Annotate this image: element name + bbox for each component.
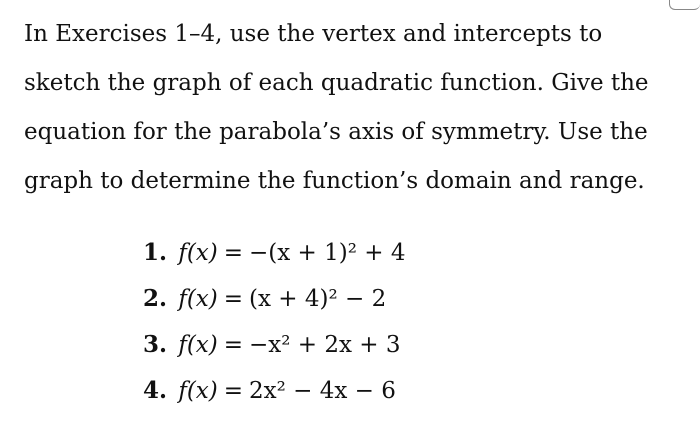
exercise-item	[143, 322, 563, 368]
function-rhs: (x + 4)² − 2	[249, 286, 387, 312]
exercise-item	[143, 230, 563, 276]
instructions-line: graph to determine the function’s domain and range.	[24, 168, 645, 194]
function-lhs: f(x)	[178, 286, 218, 312]
instructions-line: equation for the parabola’s axis of symmetry. Use the	[24, 119, 648, 145]
function-lhs: f(x)	[178, 240, 218, 266]
instructions-paragraph	[24, 10, 684, 206]
equals-sign: =	[223, 286, 244, 312]
function-rhs: −x² + 2x + 3	[249, 332, 401, 358]
exercise-number: 2.	[143, 285, 168, 312]
equals-sign: =	[223, 378, 244, 404]
exercise-list	[143, 230, 563, 414]
equals-sign: =	[223, 332, 244, 358]
exercise-item	[143, 368, 563, 414]
function-lhs: f(x)	[178, 332, 218, 358]
exercise-number: 4.	[143, 377, 168, 404]
equals-sign: =	[223, 240, 244, 266]
instructions-line: In Exercises 1–4, use the vertex and intercepts to	[24, 21, 603, 47]
exercise-item	[143, 276, 563, 322]
function-rhs: −(x + 1)² + 4	[249, 240, 406, 266]
function-rhs: 2x² − 4x − 6	[249, 378, 396, 404]
corner-frame-decoration	[669, 0, 700, 10]
exercise-number: 1.	[143, 239, 168, 266]
instructions-line: sketch the graph of each quadratic function. Give the	[24, 70, 649, 96]
function-lhs: f(x)	[178, 378, 218, 404]
exercise-number: 3.	[143, 331, 168, 358]
